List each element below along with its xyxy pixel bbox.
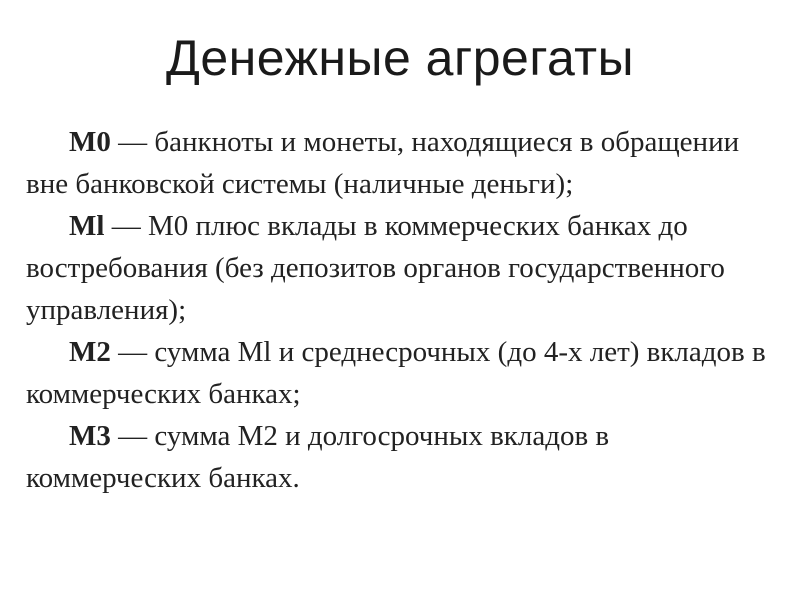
definition-m2-text: — сумма Ml и среднесрочных (до 4-х лет) вкладов в коммерческих банках;: [26, 336, 766, 410]
slide-title: Денежные агрегаты: [165, 30, 635, 86]
definition-m1: [26, 205, 786, 331]
definition-m0: [26, 121, 786, 205]
definition-m0-text: — банкноты и монеты, находящиеся в обращении вне банковской системы (наличные деньги);: [26, 126, 740, 200]
aggregate-definitions: [26, 121, 786, 499]
definition-m2: [26, 331, 786, 415]
definition-m3-text: — сумма М2 и долгосрочных вкладов в коммерческих банках.: [26, 420, 610, 494]
term-m2: М2: [69, 336, 111, 368]
definition-m1-text: — М0 плюс вклады в коммерческих банках до востребования (без депозитов органов государственного управления);: [26, 210, 725, 326]
definition-m3: [26, 415, 786, 499]
term-m0: М0: [69, 126, 111, 158]
term-m1: Ml: [69, 210, 105, 242]
term-m3: М3: [69, 420, 111, 452]
